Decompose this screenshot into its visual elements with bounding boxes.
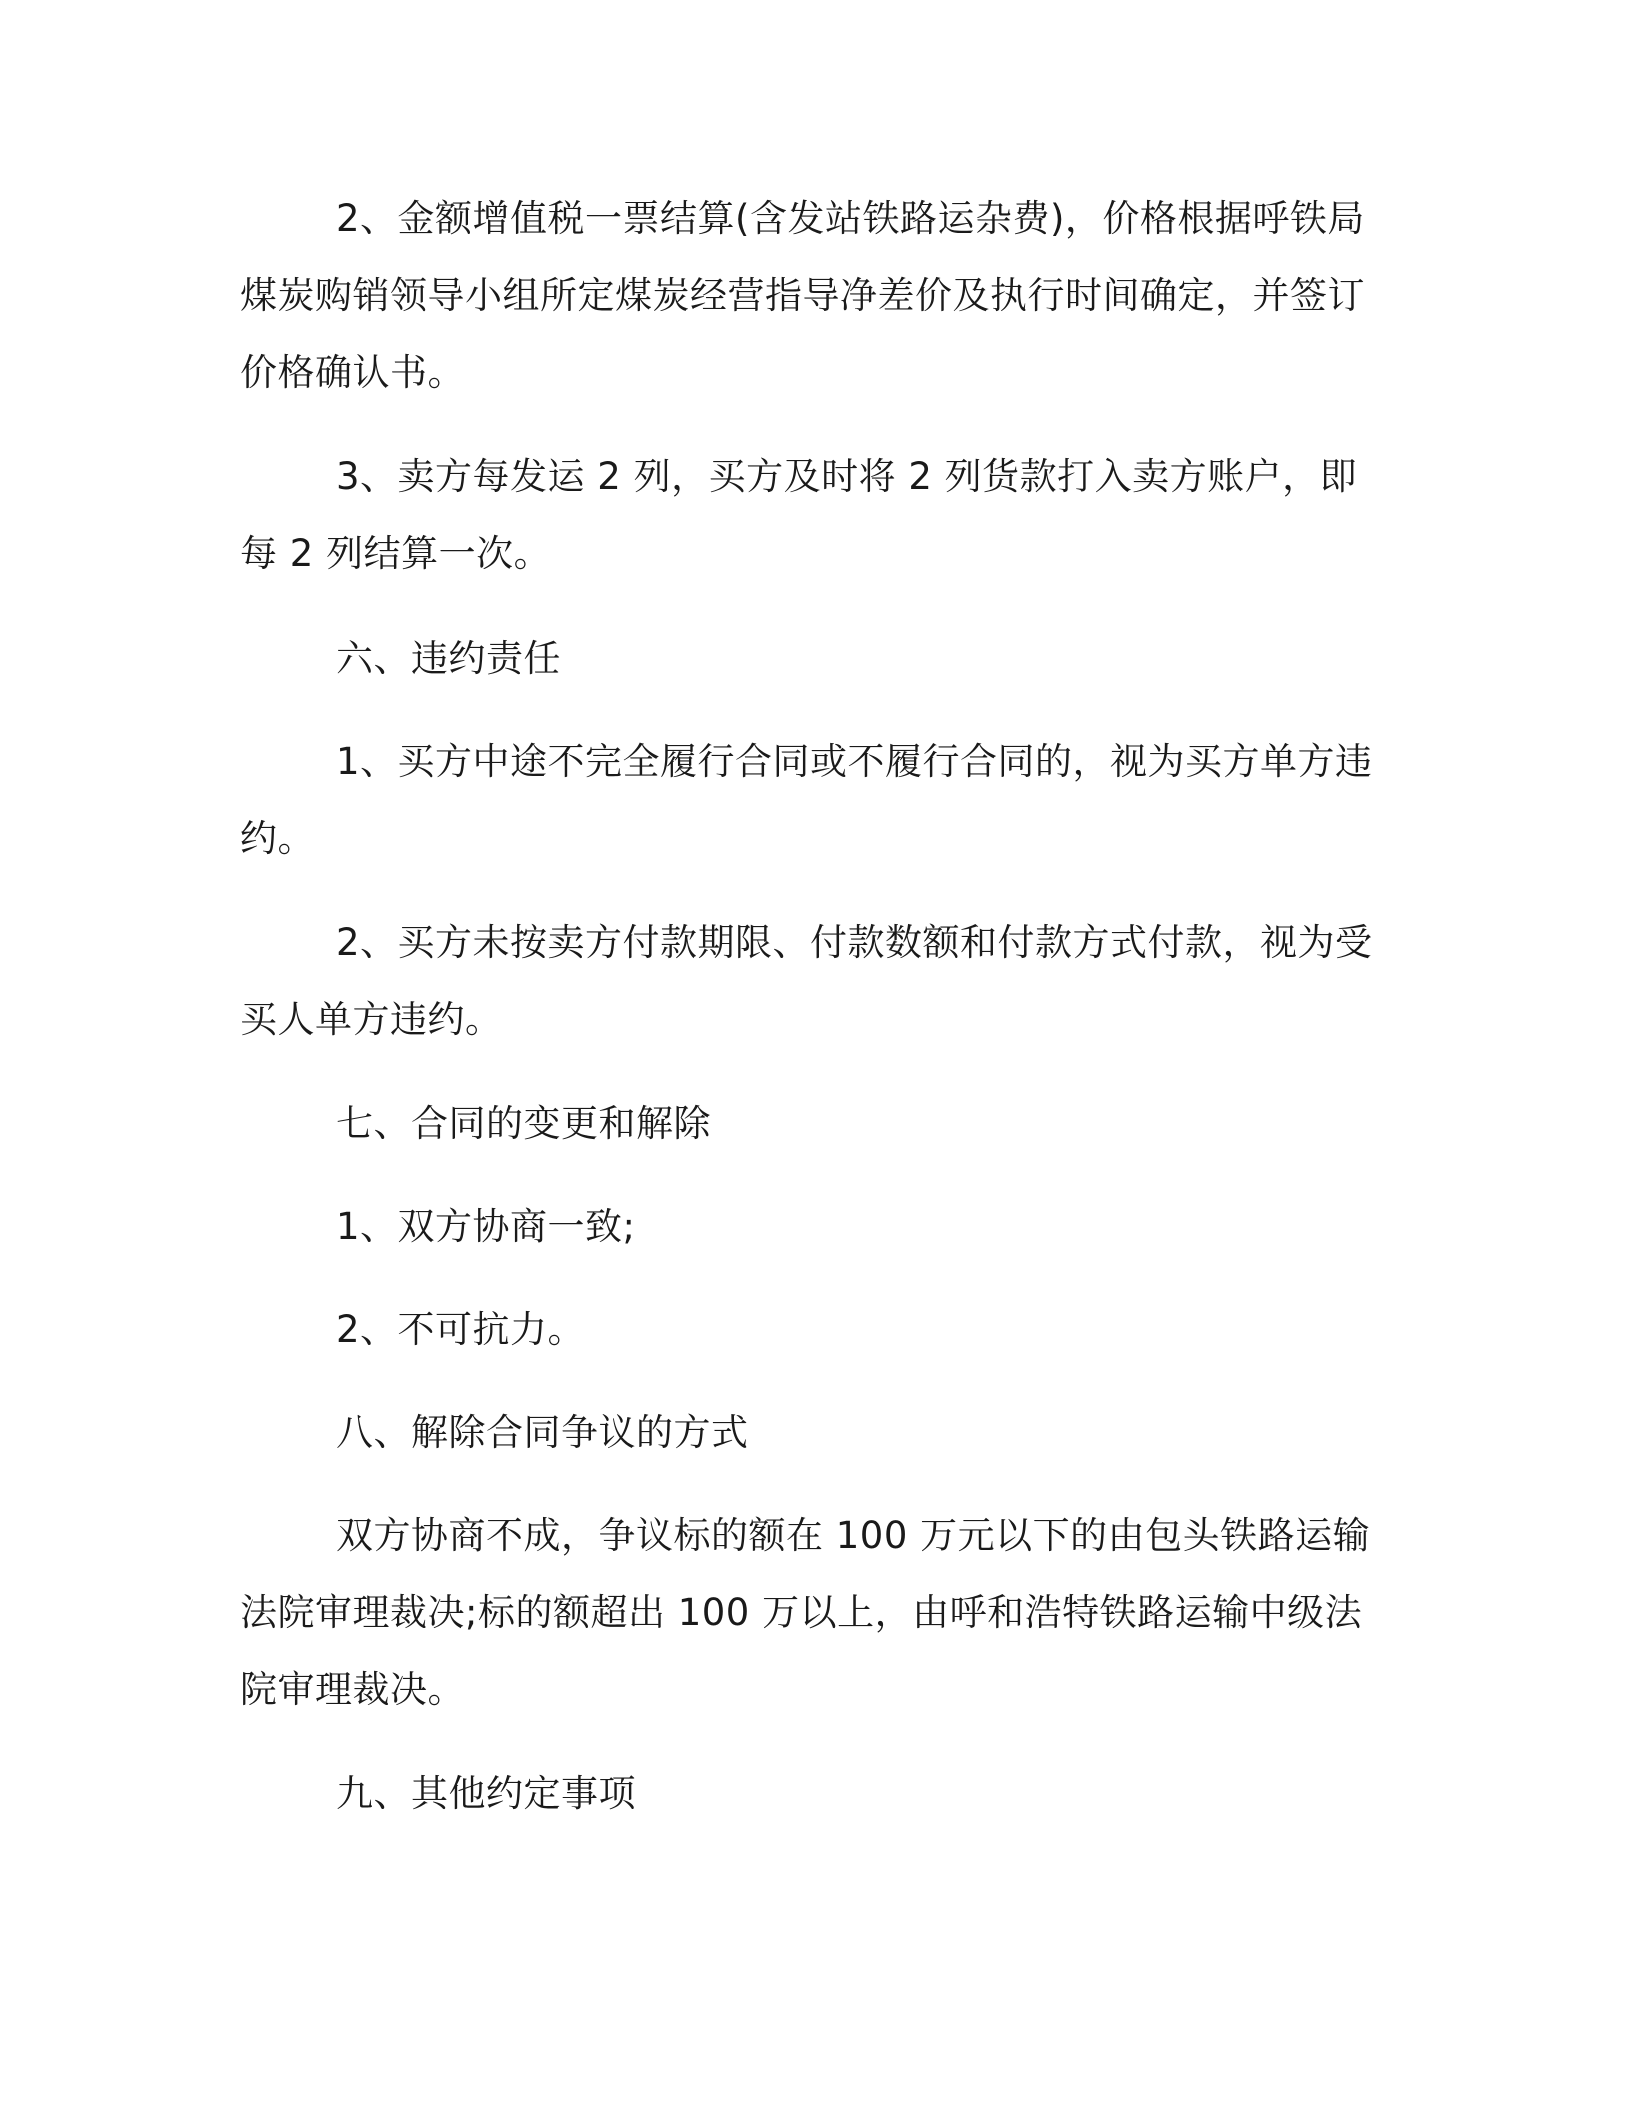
- clause-7-2-force-majeure: 2、不可抗力。: [336, 1308, 586, 1351]
- section-heading-change: 七、合同的变更和解除: [336, 1102, 711, 1145]
- clause-5-3-payment: 3、卖方每发运 2 列，买方及时将 2 列货款打入卖方账户，即每 2 列结算一次。: [240, 455, 1358, 575]
- section-heading-breach: 六、违约责任: [336, 637, 561, 680]
- clause-8-dispute-resolution: 双方协商不成，争议标的额在 100 万元以下的由包头铁路运输法院审理裁决;标的额超出 100 万以上，由呼和浩特铁路运输中级法院审理裁决。: [240, 1514, 1371, 1711]
- section-heading-other: 九、其他约定事项: [336, 1772, 636, 1815]
- section-heading-dispute: 八、解除合同争议的方式: [336, 1411, 749, 1454]
- clause-7-1-mutual: 1、双方协商一致;: [336, 1205, 636, 1248]
- clause-5-2-settlement: 2、金额增值税一票结算(含发站铁路运杂费)，价格根据呼铁局煤炭购销领导小组所定煤炭经营指导净差价及执行时间确定，并签订价格确认书。: [240, 197, 1365, 394]
- clause-6-2-payment-breach: 2、买方未按卖方付款期限、付款数额和付款方式付款，视为受买人单方违约。: [240, 921, 1373, 1041]
- clause-6-1-buyer-breach: 1、买方中途不完全履行合同或不履行合同的，视为买方单方违约。: [240, 740, 1373, 860]
